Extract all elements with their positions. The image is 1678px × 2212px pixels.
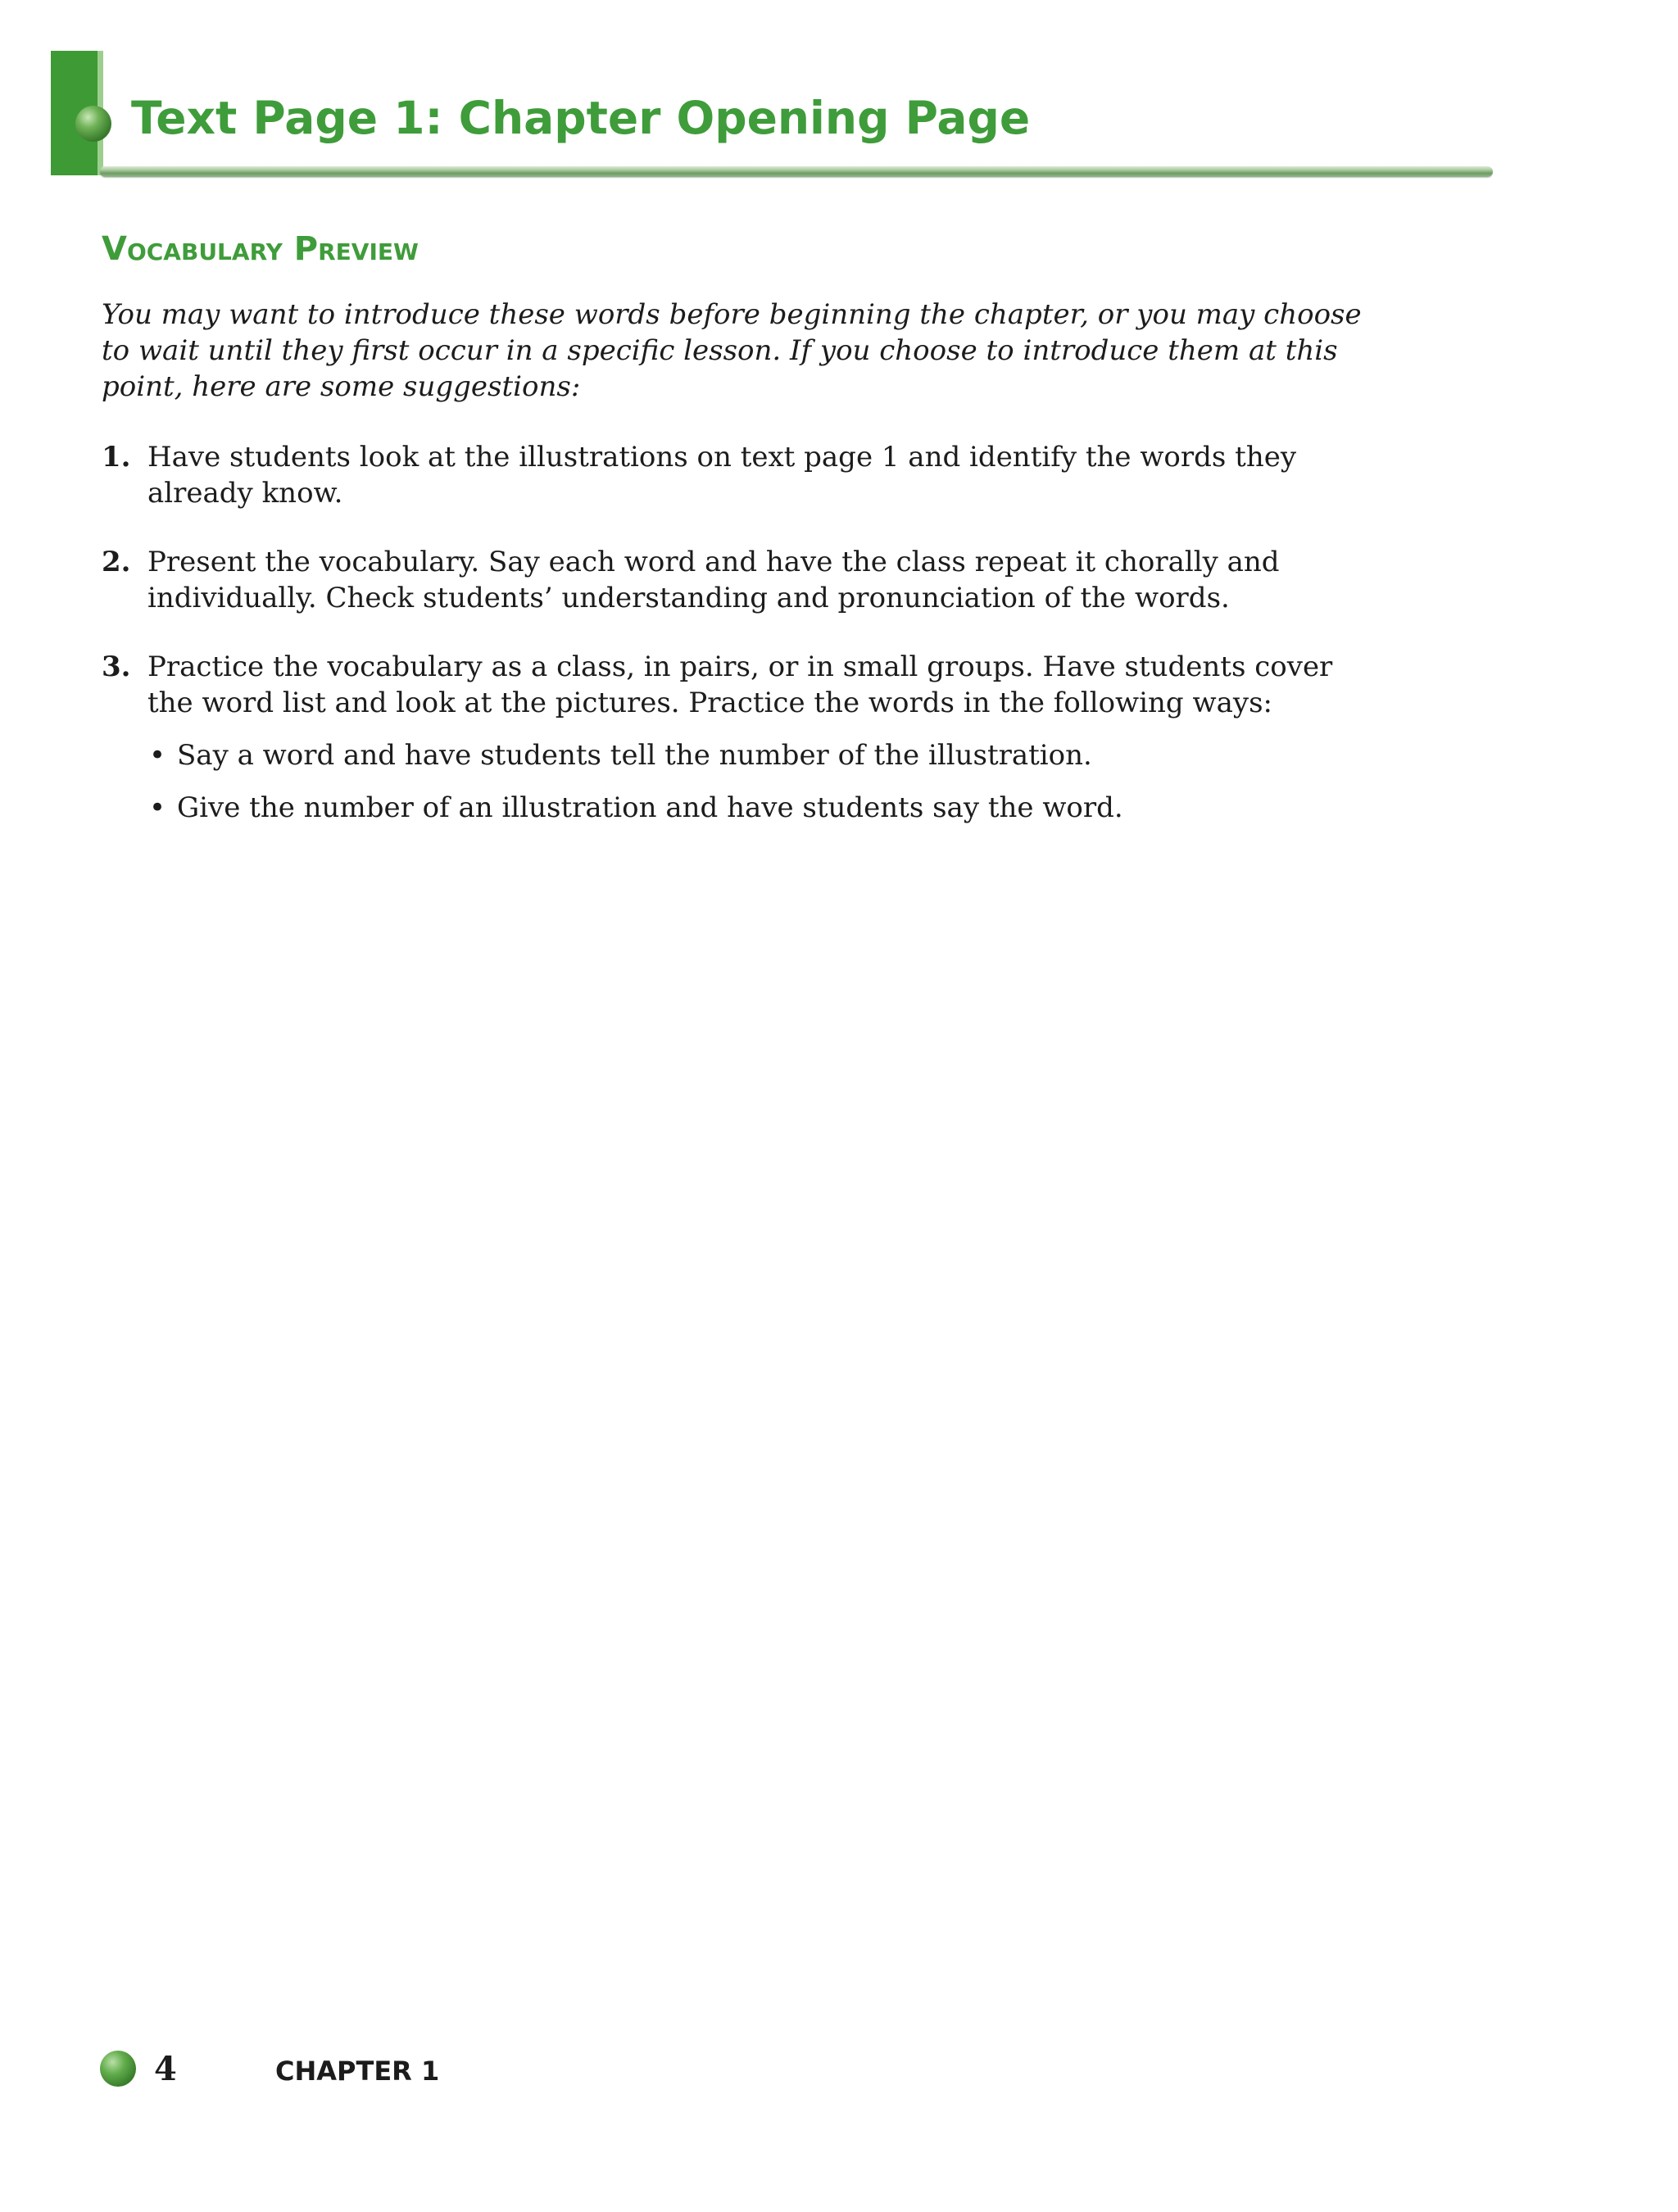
bullet-list xyxy=(147,737,1380,826)
footer-ball-icon xyxy=(100,2051,136,2087)
bullet-item xyxy=(147,790,1380,826)
step-text: Have students look at the illustrations on text page 1 and identify the words they already know. xyxy=(147,441,1297,510)
bullet-item xyxy=(147,737,1380,773)
step-number: 3. xyxy=(102,650,131,683)
intro-paragraph: You may want to introduce these words before beginning the chapter, or you may choose to wait until they first occur in a specific lesson. If you choose to introduce them at this point, here are some suggestions: xyxy=(102,298,1362,403)
step-number: 2. xyxy=(102,546,131,578)
header-rule xyxy=(100,166,1493,177)
step-item xyxy=(102,439,1380,511)
step-text: Present the vocabulary. Say each word and have the class repeat it chorally and individually. Check students’ understanding and pronunciation of the words. xyxy=(147,546,1280,614)
chapter-label: CHAPTER 1 xyxy=(275,2056,440,2087)
bullet-text: Say a word and have students tell the number of the illustration. xyxy=(177,739,1092,772)
header-ball-icon xyxy=(75,106,111,142)
page-number: 4 xyxy=(154,2050,177,2088)
page-title: Text Page 1: Chapter Opening Page xyxy=(131,92,1031,144)
page-header xyxy=(0,0,1678,188)
section-heading: Vocabulary Preview xyxy=(102,230,419,268)
bullet-text: Give the number of an illustration and have students say the word. xyxy=(177,791,1123,824)
bullet-icon: • xyxy=(149,791,166,824)
bullet-icon: • xyxy=(149,739,166,772)
step-number: 1. xyxy=(102,441,131,474)
step-text: Practice the vocabulary as a class, in pairs, or in small groups. Have students cover the word list and look at the pictures. Practice the words in the following ways: xyxy=(147,650,1333,719)
step-item xyxy=(102,544,1380,616)
steps-list xyxy=(102,439,1380,859)
step-item xyxy=(102,649,1380,826)
